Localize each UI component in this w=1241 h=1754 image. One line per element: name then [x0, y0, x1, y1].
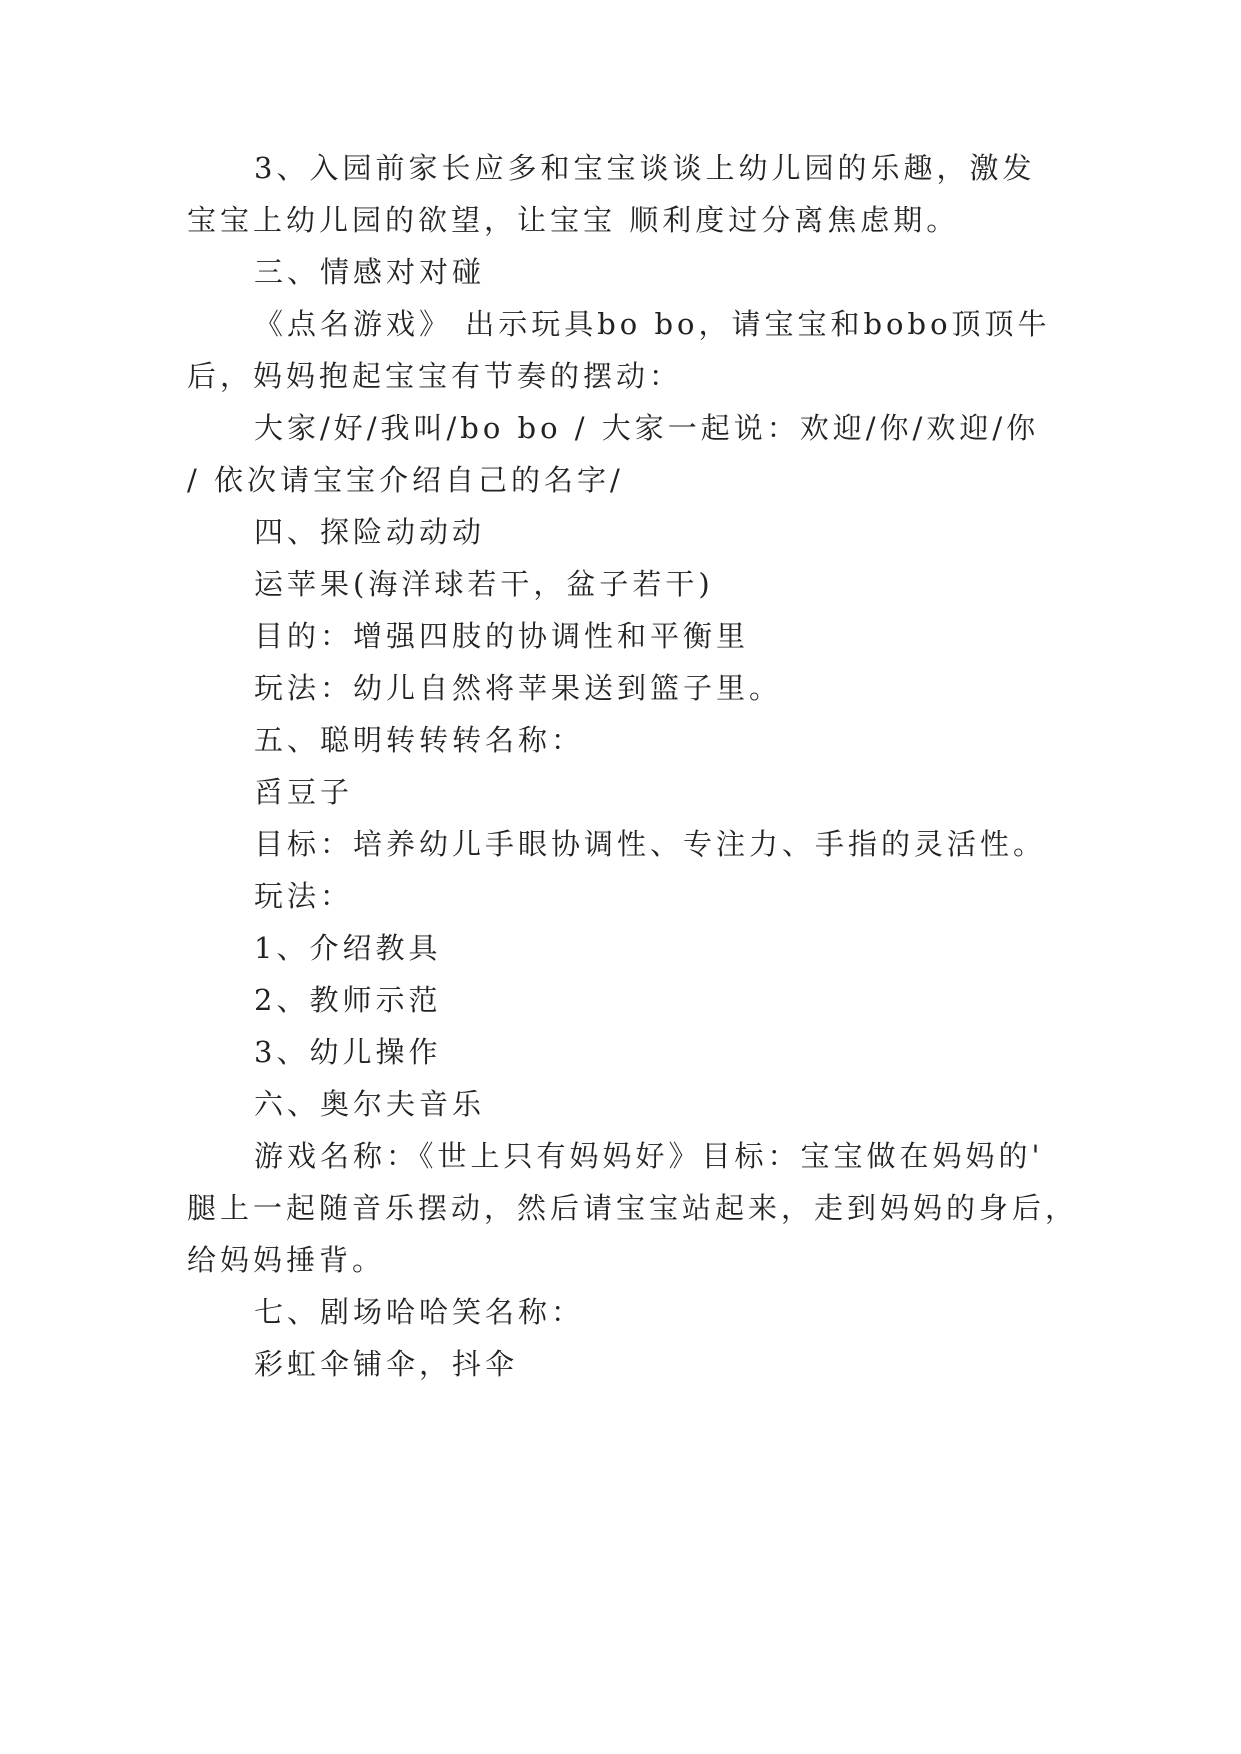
section-heading: 四、探险动动动: [254, 515, 486, 549]
paragraph-line: / 依次请宝宝介绍自己的名字/: [187, 463, 624, 497]
paragraph-line: 后，妈妈抱起宝宝有节奏的摆动：: [187, 359, 683, 393]
paragraph-line: 彩虹伞铺伞，抖伞: [254, 1347, 519, 1381]
list-item: 3、幼儿操作: [254, 1035, 442, 1069]
paragraph-line: 目标：培养幼儿手眼协调性、专注力、手指的灵活性。: [254, 827, 1047, 861]
paragraph-line: 运苹果(海洋球若干，盆子若干): [254, 567, 714, 601]
section-heading: 三、情感对对碰: [254, 255, 486, 289]
paragraph-line: 宝宝上幼儿园的欲望，让宝宝 顺利度过分离焦虑期。: [187, 203, 960, 237]
paragraph-line: 玩法：幼儿自然将苹果送到篮子里。: [254, 671, 783, 705]
paragraph-line: 游戏名称：《世上只有妈妈好》目标：宝宝做在妈妈的': [254, 1139, 1044, 1173]
paragraph-line: 腿上一起随音乐摆动，然后请宝宝站起来，走到妈妈的身后，: [187, 1191, 1079, 1225]
paragraph-line: 目的：增强四肢的协调性和平衡里: [254, 619, 750, 653]
section-heading: 六、奥尔夫音乐: [254, 1087, 486, 1121]
paragraph-line: 舀豆子: [254, 775, 354, 809]
paragraph-line: 《点名游戏》 出示玩具bo bo，请宝宝和bobo顶顶牛: [254, 307, 1051, 341]
paragraph-line: 给妈妈捶背。: [187, 1243, 386, 1277]
list-item: 2、教师示范: [254, 983, 442, 1017]
paragraph-line: 大家/好/我叫/bo bo / 大家一起说：欢迎/你/欢迎/你: [254, 411, 1040, 445]
list-item: 1、介绍教具: [254, 931, 442, 965]
paragraph-line: 3、入园前家长应多和宝宝谈谈上幼儿园的乐趣，激发: [254, 151, 1036, 185]
section-heading: 七、剧场哈哈笑名称：: [254, 1295, 585, 1329]
section-heading: 五、聪明转转转名称：: [254, 723, 585, 757]
paragraph-line: 玩法：: [254, 879, 354, 913]
